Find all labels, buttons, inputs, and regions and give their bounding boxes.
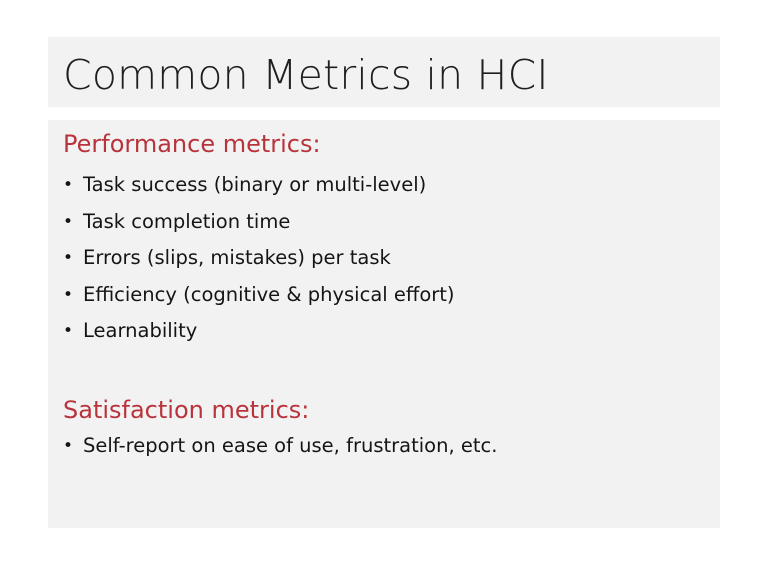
list-item-text: Learnability bbox=[83, 319, 198, 342]
section-heading-performance: Performance metrics: bbox=[63, 130, 321, 158]
bullet-icon: • bbox=[63, 436, 74, 456]
section-heading-satisfaction: Satisfaction metrics: bbox=[63, 396, 310, 424]
list-item-text: Efficiency (cognitive & physical effort) bbox=[83, 282, 455, 306]
list-item-text: Task success (binary or multi-level) bbox=[83, 173, 427, 196]
list-item-text: Task completion time bbox=[83, 209, 291, 233]
bullet-icon: • bbox=[63, 284, 74, 305]
list-item-text: Errors (slips, mistakes) per task bbox=[83, 246, 391, 269]
bullet-icon: • bbox=[63, 248, 74, 268]
content-panel bbox=[48, 120, 720, 528]
bullet-icon: • bbox=[63, 321, 74, 341]
title-bar bbox=[48, 37, 720, 107]
slide-title: Common Metrics in HCI bbox=[63, 51, 549, 99]
list-item-text: Self-report on ease of use, frustration, etc. bbox=[83, 434, 498, 457]
bullet-icon: • bbox=[63, 211, 74, 232]
bullet-icon: • bbox=[63, 175, 74, 195]
